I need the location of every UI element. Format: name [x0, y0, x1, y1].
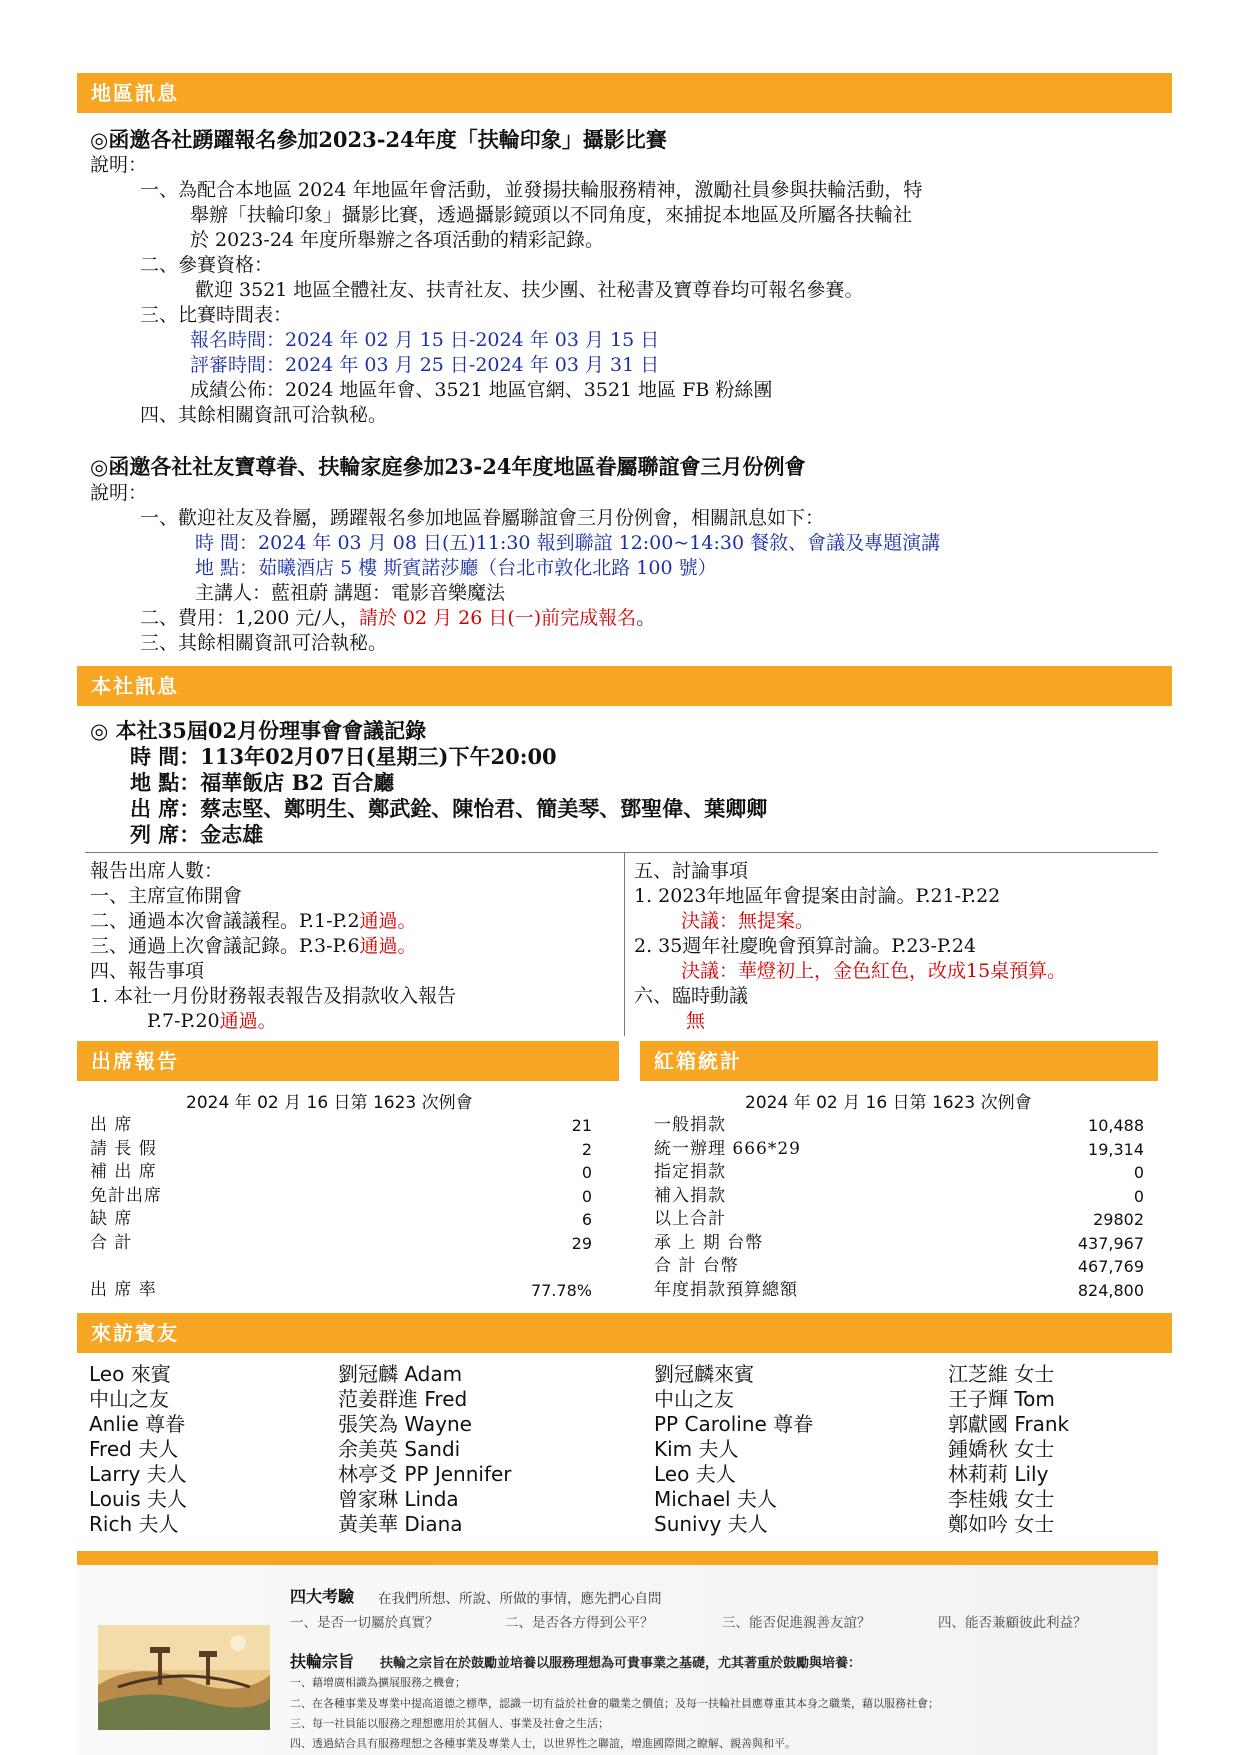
attendance-row: 缺 席 6	[90, 1209, 592, 1229]
attendance-row: 合 計 29	[90, 1232, 592, 1253]
minutes-left-4: 三、通過上次會議記錄。P.3-P.6通過。	[90, 935, 417, 957]
club-meeting-title: ◎ 本社35屆02月份理事會會議記錄	[90, 718, 427, 743]
redbox-row: 統一辦理 666*29 19,314	[654, 1138, 1144, 1159]
attendance-row: 請 長 假 2	[90, 1138, 592, 1159]
district-item1-p2: 二、參賽資格：	[140, 254, 274, 276]
minutes-right-2: 1. 2023年地區年會提案由討論。P.21-P.22	[634, 885, 1001, 907]
minutes-divider	[624, 852, 625, 1036]
attendance-table	[90, 1114, 592, 1255]
attendance-row: 免計出席 0	[90, 1185, 592, 1206]
minutes-top-rule	[85, 852, 1158, 853]
district-item1-p1a: 一、為配合本地區 2024 年地區年會活動，並發揚扶輪服務精神，激勵社員參與扶輪活動，特	[140, 179, 923, 201]
guest-name: Rich 夫人	[89, 1512, 179, 1536]
guest-name: Louis 夫人	[89, 1487, 188, 1511]
minutes-right-5: 決議：華燈初上，金色紅色，改成15桌預算。	[681, 960, 1067, 982]
guest-name: 范姜群進 Fred	[338, 1387, 468, 1411]
footer-landscape-illustration	[98, 1625, 270, 1730]
guest-name: Leo 夫人	[654, 1462, 736, 1486]
district-item1-title: ◎函邀各社踴躍報名參加2023-24年度「扶輪印象」攝影比賽	[90, 127, 667, 152]
guest-name: 劉冠麟來賓	[654, 1362, 754, 1386]
redbox-row: 合 計 台幣 467,769	[654, 1256, 1144, 1276]
guest-name: 中山之友	[89, 1387, 169, 1411]
district-item1-note: 說明：	[90, 154, 148, 176]
minutes-right-7: 無	[686, 1010, 706, 1032]
guest-name: Fred 夫人	[89, 1437, 179, 1461]
district-item1-p3a: 報名時間：2024 年 02 月 15 日-2024 年 03 月 15 日	[190, 329, 660, 351]
minutes-left-5: 四、報告事項	[90, 960, 205, 982]
minutes-left-1: 報告出席人數：	[90, 860, 224, 882]
four-way-q4: 四、能否兼顧彼此利益？	[938, 1615, 1087, 1631]
object-item-3: 三、每一社員能以服務之理想應用於其個人、事業及社會之生活；	[290, 1717, 609, 1730]
minutes-left-2: 一、主席宣佈開會	[90, 885, 243, 907]
district-item2-p3: 三、其餘相關資訊可洽執秘。	[140, 632, 388, 654]
attendance-heading: 2024 年 02 月 16 日第 1623 次例會	[186, 1093, 473, 1113]
district-item1-p4: 四、其餘相關資訊可洽執秘。	[140, 404, 388, 426]
redbox-table	[654, 1114, 1144, 1302]
district-item1-p1c: 於 2023-24 年度所舉辦之各項活動的精彩記錄。	[190, 229, 605, 251]
attendance-row: 出 席 21	[90, 1115, 592, 1135]
guests-col-1	[89, 1362, 187, 1537]
minutes-right-1: 五、討論事項	[634, 860, 749, 882]
four-way-q3: 三、能否促進親善友誼？	[722, 1615, 871, 1631]
redbox-row: 指定捐款 0	[654, 1162, 1144, 1182]
guest-name: 劉冠麟 Adam	[338, 1362, 463, 1386]
object-of-rotary-subtitle: 扶輪之宗旨在於鼓勵並培養以服務理想為可貴事業之基礎，尤其著重於鼓勵與培養：	[380, 1656, 862, 1671]
redbox-row: 承 上 期 台幣 437,967	[654, 1232, 1144, 1253]
club-section-bar: 本社訊息	[77, 666, 1172, 706]
guest-name: 郭獻國 Frank	[948, 1412, 1070, 1436]
district-item2-p1: 一、歡迎社友及眷屬，踴躍報名參加地區眷屬聯誼會三月份例會，相關訊息如下：	[140, 507, 825, 529]
object-item-1: 一、藉增廣相識為擴展服務之機會；	[290, 1676, 466, 1689]
guest-name: Anlie 尊眷	[89, 1412, 186, 1436]
guest-name: 林莉莉 Lily	[948, 1462, 1049, 1486]
guests-col-3	[654, 1362, 813, 1537]
district-item2-fee: 二、費用：1,200 元/人，請於 02 月 26 日(一)前完成報名。	[140, 607, 656, 629]
four-way-test-title: 四大考驗	[290, 1587, 355, 1606]
minutes-right-6: 六、臨時動議	[634, 985, 749, 1007]
object-item-2: 二、在各種事業及專業中提高道德之標準，認識一切有益於社會的職業之價值；及每一扶輪社員應尊重其本身之職業，藉以服務社會；	[290, 1697, 939, 1710]
redbox-section-bar: 紅箱統計	[640, 1041, 1158, 1081]
guest-name: 鄭如吟 女士	[948, 1512, 1055, 1536]
club-meeting-place: 地 點：福華飯店 B2 百合廳	[130, 770, 395, 795]
four-way-q2: 二、是否各方得到公平？	[505, 1615, 654, 1631]
club-meeting-time: 時 間：113年02月07日(星期三)下午20:00	[130, 744, 557, 769]
minutes-right-3: 決議：無提案。	[681, 910, 815, 932]
attendance-row: 補 出 席 0	[90, 1162, 592, 1182]
district-item1-p1b: 舉辦「扶輪印象」攝影比賽，透過攝影鏡頭以不同角度，來捕捉本地區及所屬各扶輪社	[190, 204, 913, 226]
guest-name: Larry 夫人	[89, 1462, 187, 1486]
redbox-row: 一般捐款 10,488	[654, 1115, 1144, 1135]
redbox-row: 補入捐款 0	[654, 1185, 1144, 1206]
minutes-left-6: 1. 本社一月份財務報表報告及捐款收入報告	[90, 985, 457, 1007]
attendance-rate-label: 出 席 率	[90, 1280, 157, 1300]
minutes-left-3: 二、通過本次會議議程。P.1-P.2通過。	[90, 910, 417, 932]
district-item1-p3: 三、比賽時間表：	[140, 304, 293, 326]
district-item2-time: 時 間：2024 年 03 月 08 日(五)11:30 報到聯誼 12:00~14:30 餐敘、會議及專題演講	[195, 532, 941, 554]
guest-name: 林亭爻 PP Jennifer	[338, 1462, 512, 1486]
minutes-left-7: P.7-P.20通過。	[147, 1010, 277, 1032]
attendance-rate	[90, 1279, 592, 1303]
district-item2-title: ◎函邀各社社友寶尊眷、扶輪家庭參加23-24年度地區眷屬聯誼會三月份例會	[90, 454, 806, 479]
guests-col-4	[948, 1362, 1069, 1537]
guest-name: Sunivy 夫人	[654, 1512, 768, 1536]
guest-name: Michael 夫人	[654, 1487, 777, 1511]
guest-name: 黃美華 Diana	[338, 1512, 463, 1536]
guest-name: Kim 夫人	[654, 1437, 739, 1461]
guest-name: 曾家琳 Linda	[338, 1487, 459, 1511]
club-meeting-observer: 列 席：金志雄	[130, 822, 264, 847]
guests-col-2	[338, 1362, 512, 1537]
object-of-rotary-title: 扶輪宗旨	[290, 1652, 355, 1671]
guest-name: 張笑為 Wayne	[338, 1412, 472, 1436]
district-item1-p3b: 評審時間：2024 年 03 月 25 日-2024 年 03 月 31 日	[190, 354, 660, 376]
four-way-q1: 一、是否一切屬於真實？	[290, 1615, 439, 1631]
minutes-right-4: 2. 35週年社慶晚會預算討論。P.23-P.24	[634, 935, 977, 957]
object-item-4: 四、透過結合具有服務理想之各種事業及專業人士，以世界性之聯誼，增進國際間之瞭解、親善與和平。	[290, 1737, 796, 1750]
footer-divider-bar	[77, 1551, 1158, 1565]
district-item2-place: 地 點：茹曦酒店 5 樓 斯賓諾莎廳（台北市敦化北路 100 號）	[195, 557, 717, 579]
guest-name: 余美英 Sandi	[338, 1437, 461, 1461]
guests-section-bar: 來訪賓友	[77, 1313, 1172, 1353]
redbox-row: 年度捐款預算總額 824,800	[654, 1279, 1144, 1300]
guest-name: Leo 來賓	[89, 1362, 171, 1386]
district-item1-p3c: 成績公佈：2024 地區年會、3521 地區官網、3521 地區 FB 粉絲團	[190, 379, 773, 401]
redbox-row: 以上合計 29802	[654, 1209, 1144, 1229]
attendance-rate-value: 77.78%	[530, 1281, 592, 1300]
guest-name: 中山之友	[654, 1387, 734, 1411]
club-meeting-attendees: 出 席：蔡志堅、鄭明生、鄭武銓、陳怡君、簡美琴、鄧聖偉、葉卿卿	[130, 796, 768, 821]
four-way-test-subtitle: 在我們所想、所說、所做的事情，應先捫心自問	[378, 1591, 662, 1607]
guest-name: 江芝維 女士	[948, 1362, 1055, 1386]
district-item1-p2a: 歡迎 3521 地區全體社友、扶青社友、扶少團、社秘書及寶尊眷均可報名參賽。	[195, 279, 864, 301]
attendance-section-bar: 出席報告	[77, 1041, 619, 1081]
guest-name: 鍾嬌秋 女士	[948, 1437, 1055, 1461]
guest-name: 王子輝 Tom	[948, 1387, 1055, 1411]
guest-name: 李桂娥 女士	[948, 1487, 1055, 1511]
district-item2-note: 說明：	[90, 482, 148, 504]
guest-name: PP Caroline 尊眷	[654, 1412, 814, 1436]
district-item2-speaker: 主講人：藍祖蔚 講題：電影音樂魔法	[195, 582, 506, 604]
district-section-bar: 地區訊息	[77, 73, 1172, 113]
redbox-heading: 2024 年 02 月 16 日第 1623 次例會	[745, 1093, 1032, 1113]
